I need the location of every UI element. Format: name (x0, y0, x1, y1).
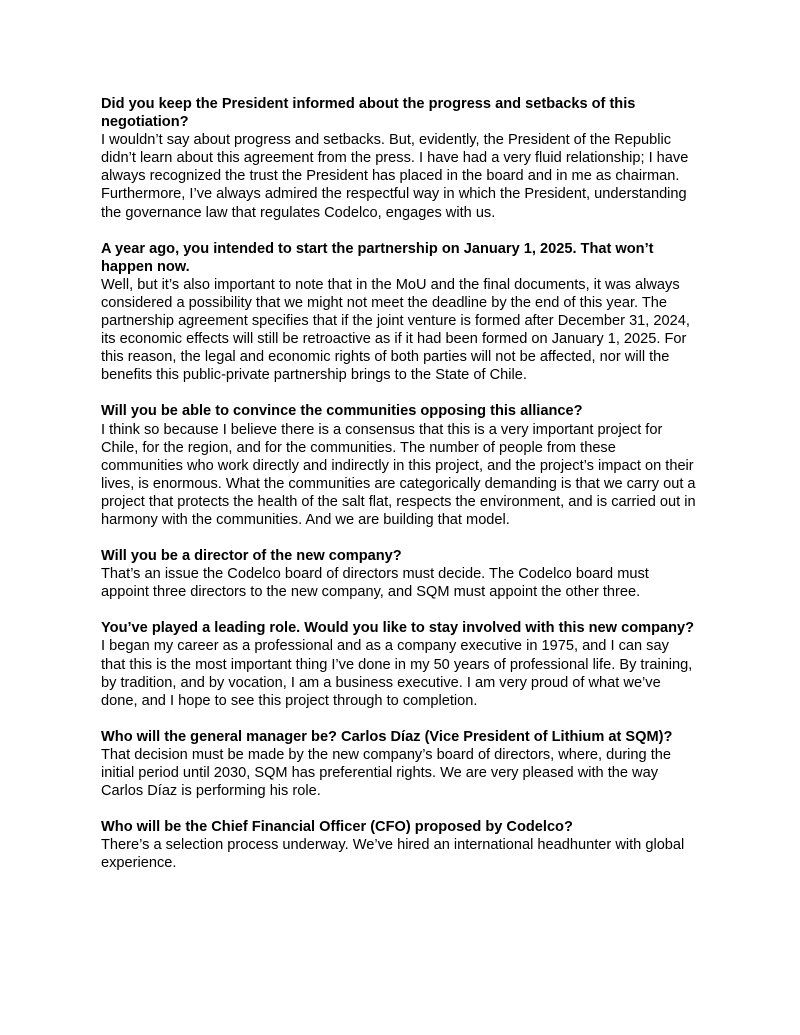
qa-block-7 (101, 818, 697, 872)
qa-block-3 (101, 402, 697, 529)
answer-3: I think so because I believe there is a consensus that this is a very important project for Chile, for the region, and for the communities. The number of people from these communities who work directly and indirectly in this project, and the project’s impact on their lives, is enormous. What the communities are categorically demanding is that we carry out a project that protects the health of the salt flat, respects the environment, and is carried out in harmony with the communities. And we are building that model. (101, 421, 696, 528)
qa-block-6 (101, 728, 697, 800)
question-2: A year ago, you intended to start the partnership on January 1, 2025. That won’t happen now. (101, 240, 654, 275)
answer-7: There’s a selection process underway. We’ve hired an international headhunter with global experience. (101, 837, 685, 872)
question-4: Will you be a director of the new company? (101, 548, 402, 565)
answer-5: I began my career as a professional and as a company executive in 1975, and I can say that this is the most important thing I’ve done in my 50 years of professional life. By training, by tradition, and by vocation, I am a business executive. I am very proud of what we’ve done, and I hope to see this project through to completion. (101, 638, 693, 709)
qa-block-5 (101, 619, 697, 709)
question-7: Who will be the Chief Financial Officer (CFO) proposed by Codelco? (101, 819, 573, 836)
answer-1: I wouldn’t say about progress and setbacks. But, evidently, the President of the Republic didn’t learn about this agreement from the press. I have had a very fluid relationship; I have always recognized the trust the President has placed in the board and in me as chairman. Furthermore, I’ve always admired the respectful way in which the President, understanding the governance law that regulates Codelco, engages with us. (101, 132, 689, 221)
question-3: Will you be able to convince the communities opposing this alliance? (101, 403, 583, 420)
question-5: You’ve played a leading role. Would you like to stay involved with this new company? (101, 620, 695, 637)
interview-page (101, 95, 697, 890)
answer-6: That decision must be made by the new company’s board of directors, where, during the initial period until 2030, SQM has preferential rights. We are very pleased with the way Carlos Díaz is performing his role. (101, 746, 672, 800)
qa-block-2 (101, 240, 697, 385)
answer-4: That’s an issue the Codelco board of directors must decide. The Codelco board must appoint three directors to the new company, and SQM must appoint the other three. (101, 566, 649, 601)
question-6: Who will the general manager be? Carlos Díaz (Vice President of Lithium at SQM)? (101, 728, 673, 745)
question-1: Did you keep the President informed about the progress and setbacks of this negotiation? (101, 96, 636, 131)
qa-block-4 (101, 547, 697, 601)
qa-block-1 (101, 95, 697, 222)
answer-2: Well, but it’s also important to note that in the MoU and the final documents, it was always considered a possibility that we might not meet the deadline by the end of this year. The partnership agreement specifies that if the joint venture is formed after December 31, 2024, its economic effects will still be retroactive as if it had been formed on January 1, 2025. For this reason, the legal and economic rights of both parties will not be affected, nor will the benefits this public-private partnership brings to the State of Chile. (101, 276, 690, 384)
